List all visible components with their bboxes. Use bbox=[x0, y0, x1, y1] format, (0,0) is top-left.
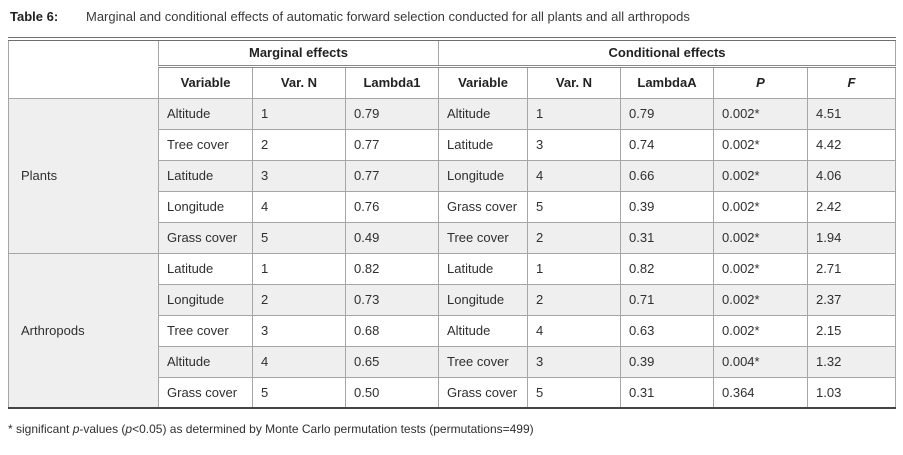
table-cell: 4 bbox=[528, 315, 621, 346]
table-cell: 0.002* bbox=[714, 98, 808, 129]
table-cell: 1.03 bbox=[808, 377, 896, 408]
table-cell: 3 bbox=[253, 315, 346, 346]
table-cell: 0.66 bbox=[621, 160, 714, 191]
footnote-segment: * significant bbox=[8, 422, 73, 436]
table-title bbox=[0, 0, 903, 25]
table-cell: 3 bbox=[528, 129, 621, 160]
table-cell: 4.51 bbox=[808, 98, 896, 129]
table-cell: Latitude bbox=[159, 160, 253, 191]
section-header-conditional: Conditional effects bbox=[439, 39, 896, 66]
table-cell: Longitude bbox=[439, 160, 528, 191]
table-cell: 0.77 bbox=[346, 129, 439, 160]
table-title-caption: Marginal and conditional effects of automatic forward selection conducted for all plants and all arthropods bbox=[86, 9, 690, 24]
table-cell: Grass cover bbox=[159, 377, 253, 408]
table-cell: 1 bbox=[528, 253, 621, 284]
table-cell: 2 bbox=[528, 222, 621, 253]
column-header-p: P bbox=[714, 66, 808, 98]
footnote bbox=[8, 422, 893, 436]
table-cell: 1.94 bbox=[808, 222, 896, 253]
table-cell: 0.364 bbox=[714, 377, 808, 408]
table-cell: 0.004* bbox=[714, 346, 808, 377]
table-cell: 2.42 bbox=[808, 191, 896, 222]
table-cell: Altitude bbox=[159, 98, 253, 129]
table-cell: 0.63 bbox=[621, 315, 714, 346]
table-cell: Altitude bbox=[159, 346, 253, 377]
section-header-row bbox=[9, 39, 896, 66]
table-cell: 2 bbox=[528, 284, 621, 315]
corner-cell bbox=[9, 39, 159, 98]
table-cell: 0.39 bbox=[621, 191, 714, 222]
column-header-f: F bbox=[808, 66, 896, 98]
table-cell: 0.76 bbox=[346, 191, 439, 222]
table-cell: 0.82 bbox=[346, 253, 439, 284]
table-cell: Grass cover bbox=[159, 222, 253, 253]
group-label-arthropods: Arthropods bbox=[9, 253, 159, 408]
table-cell: 0.71 bbox=[621, 284, 714, 315]
table-cell: Latitude bbox=[439, 129, 528, 160]
table-cell: 1.32 bbox=[808, 346, 896, 377]
table-cell: 5 bbox=[253, 222, 346, 253]
table-cell: 4.42 bbox=[808, 129, 896, 160]
column-header-varn-marginal: Var. N bbox=[253, 66, 346, 98]
table-cell: 0.79 bbox=[621, 98, 714, 129]
table-cell: 0.002* bbox=[714, 129, 808, 160]
table-cell: 0.79 bbox=[346, 98, 439, 129]
table-cell: 1 bbox=[253, 98, 346, 129]
table-cell: 0.002* bbox=[714, 253, 808, 284]
table-cell: 0.002* bbox=[714, 160, 808, 191]
table-cell: 0.31 bbox=[621, 222, 714, 253]
table-cell: 0.74 bbox=[621, 129, 714, 160]
footnote-segment: p bbox=[72, 422, 80, 436]
table-cell: 0.82 bbox=[621, 253, 714, 284]
table-cell: 0.65 bbox=[346, 346, 439, 377]
footnote-segment: -values ( bbox=[79, 422, 126, 436]
table-cell: Tree cover bbox=[159, 129, 253, 160]
table-cell: Latitude bbox=[439, 253, 528, 284]
group-label-plants: Plants bbox=[9, 98, 159, 253]
table-cell: 0.002* bbox=[714, 191, 808, 222]
footnote-segment: <0.05) as determined by Monte Carlo permutation tests (permutations=499) bbox=[132, 422, 534, 436]
table-cell: Tree cover bbox=[159, 315, 253, 346]
table-cell: 0.68 bbox=[346, 315, 439, 346]
table-cell: 2.71 bbox=[808, 253, 896, 284]
table-cell: 0.002* bbox=[714, 222, 808, 253]
table-cell: 4.06 bbox=[808, 160, 896, 191]
table-cell: 5 bbox=[528, 377, 621, 408]
table-wrap bbox=[8, 37, 895, 409]
table-cell: Longitude bbox=[159, 191, 253, 222]
table-cell: 0.50 bbox=[346, 377, 439, 408]
table-cell: Grass cover bbox=[439, 377, 528, 408]
table-cell: 0.73 bbox=[346, 284, 439, 315]
table-cell: 0.002* bbox=[714, 284, 808, 315]
table-cell: Altitude bbox=[439, 315, 528, 346]
section-header-marginal: Marginal effects bbox=[159, 39, 439, 66]
table-cell: Grass cover bbox=[439, 191, 528, 222]
column-header-varn-conditional: Var. N bbox=[528, 66, 621, 98]
table-cell: Altitude bbox=[439, 98, 528, 129]
table-cell: Latitude bbox=[159, 253, 253, 284]
table-cell: Longitude bbox=[439, 284, 528, 315]
table-cell: Tree cover bbox=[439, 346, 528, 377]
table-cell: 4 bbox=[253, 346, 346, 377]
table-cell: 0.77 bbox=[346, 160, 439, 191]
table-cell: 0.39 bbox=[621, 346, 714, 377]
table-cell: 5 bbox=[528, 191, 621, 222]
table-title-label: Table 6: bbox=[10, 9, 59, 24]
table-body bbox=[9, 98, 896, 408]
table-cell: 0.49 bbox=[346, 222, 439, 253]
table-cell: 0.31 bbox=[621, 377, 714, 408]
column-header-variable-conditional: Variable bbox=[439, 66, 528, 98]
table-row bbox=[9, 98, 896, 129]
table-cell: Tree cover bbox=[439, 222, 528, 253]
table-cell: 5 bbox=[253, 377, 346, 408]
table-cell: 3 bbox=[253, 160, 346, 191]
footnote-segment: p bbox=[125, 422, 133, 436]
table-cell: 1 bbox=[253, 253, 346, 284]
table-cell: 1 bbox=[528, 98, 621, 129]
table-row bbox=[9, 253, 896, 284]
column-header-lambdaa: LambdaA bbox=[621, 66, 714, 98]
table-cell: 2.15 bbox=[808, 315, 896, 346]
column-header-lambda1: Lambda1 bbox=[346, 66, 439, 98]
column-header-variable-marginal: Variable bbox=[159, 66, 253, 98]
table-cell: 2.37 bbox=[808, 284, 896, 315]
table-cell: 0.002* bbox=[714, 315, 808, 346]
table-cell: Longitude bbox=[159, 284, 253, 315]
table-cell: 4 bbox=[253, 191, 346, 222]
table-cell: 3 bbox=[528, 346, 621, 377]
data-table bbox=[8, 37, 896, 409]
table-cell: 2 bbox=[253, 129, 346, 160]
table-cell: 2 bbox=[253, 284, 346, 315]
table-cell: 4 bbox=[528, 160, 621, 191]
